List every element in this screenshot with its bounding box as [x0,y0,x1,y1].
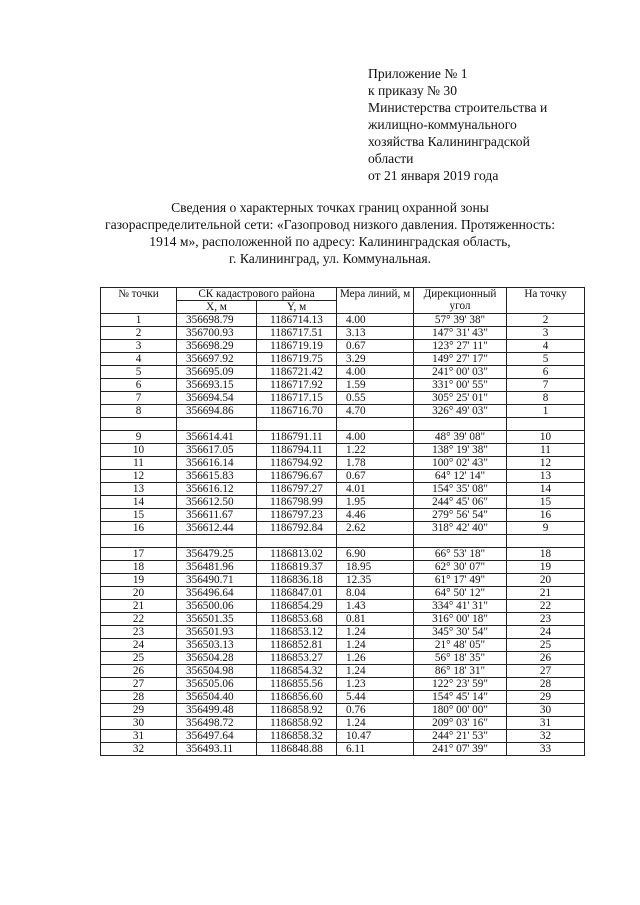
header-cadastral-system: СК кадастрового района [177,288,337,301]
cell-x: 356505.06 [177,678,257,691]
cell-length: 4.70 [337,405,414,418]
empty-cell [414,418,507,431]
cell-length: 4.01 [337,483,414,496]
cell-point: 17 [101,548,177,561]
cell-angle: 244° 45' 06" [414,496,507,509]
cell-angle: 241° 07' 39" [414,743,507,756]
cell-point: 15 [101,509,177,522]
cell-x: 356693.15 [177,379,257,392]
cell-length: 1.24 [337,717,414,730]
cell-point: 32 [101,743,177,756]
table-row [101,379,585,392]
cell-to-point: 11 [507,444,585,457]
cell-y: 1186796.67 [257,470,337,483]
cell-angle: 279° 56' 54" [414,509,507,522]
cell-x: 356617.05 [177,444,257,457]
cell-angle: 100° 02' 43" [414,457,507,470]
cell-x: 356614.41 [177,431,257,444]
cell-point: 11 [101,457,177,470]
cell-angle: 48° 39' 08" [414,431,507,444]
table-row [101,600,585,613]
cell-to-point: 6 [507,366,585,379]
cell-angle: 57° 39' 38" [414,314,507,327]
cell-x: 356694.54 [177,392,257,405]
cell-x: 356697.92 [177,353,257,366]
cell-to-point: 4 [507,340,585,353]
cell-point: 25 [101,652,177,665]
cell-angle: 123° 27' 11" [414,340,507,353]
cell-x: 356616.12 [177,483,257,496]
cell-point: 16 [101,522,177,535]
group-separator-row [101,418,585,431]
cell-point: 26 [101,665,177,678]
cell-y: 1186848.88 [257,743,337,756]
cell-point: 31 [101,730,177,743]
cell-y: 1186792.84 [257,522,337,535]
table-row [101,431,585,444]
cell-angle: 318° 42' 40" [414,522,507,535]
cell-angle: 241° 00' 03" [414,366,507,379]
cell-angle: 180° 00' 00" [414,704,507,717]
cell-y: 1186717.51 [257,327,337,340]
table-row [101,340,585,353]
cell-length: 4.00 [337,314,414,327]
title-line: г. Калининград, ул. Коммунальная. [229,251,431,266]
table-row [101,392,585,405]
cell-length: 1.24 [337,639,414,652]
cell-length: 5.44 [337,691,414,704]
cell-y: 1186791.11 [257,431,337,444]
cell-to-point: 23 [507,613,585,626]
cell-point: 28 [101,691,177,704]
cell-length: 10.47 [337,730,414,743]
cell-y: 1186847.01 [257,587,337,600]
cell-length: 4.46 [337,509,414,522]
cell-x: 356503.13 [177,639,257,652]
cell-x: 356504.40 [177,691,257,704]
table-row [101,613,585,626]
cell-y: 1186819.37 [257,561,337,574]
cell-angle: 64° 50' 12" [414,587,507,600]
table-row [101,457,585,470]
cell-point: 29 [101,704,177,717]
table-row [101,652,585,665]
empty-cell [101,535,177,548]
cell-length: 1.43 [337,600,414,613]
table-row [101,678,585,691]
cell-point: 21 [101,600,177,613]
cell-y: 1186717.15 [257,392,337,405]
cell-y: 1186813.02 [257,548,337,561]
cell-y: 1186856.60 [257,691,337,704]
cell-y: 1186853.12 [257,626,337,639]
cell-to-point: 33 [507,743,585,756]
cell-y: 1186717.92 [257,379,337,392]
cell-x: 356496.64 [177,587,257,600]
cell-to-point: 16 [507,509,585,522]
empty-cell [257,418,337,431]
cell-x: 356504.28 [177,652,257,665]
cell-angle: 154° 35' 08" [414,483,507,496]
cell-to-point: 22 [507,600,585,613]
header-line: к приказу № 30 [368,83,458,98]
cell-to-point: 25 [507,639,585,652]
cell-angle: 326° 49' 03" [414,405,507,418]
table-row [101,470,585,483]
header-line: Министерства строительства и [368,100,548,115]
cell-length: 0.67 [337,340,414,353]
cell-length: 12.35 [337,574,414,587]
cell-point: 24 [101,639,177,652]
cell-angle: 21° 48' 05" [414,639,507,652]
cell-y: 1186853.68 [257,613,337,626]
cell-y: 1186858.32 [257,730,337,743]
cell-x: 356501.93 [177,626,257,639]
table-row [101,561,585,574]
table-row [101,717,585,730]
cell-to-point: 14 [507,483,585,496]
cell-length: 0.76 [337,704,414,717]
table-row [101,444,585,457]
cell-to-point: 29 [507,691,585,704]
cell-x: 356497.64 [177,730,257,743]
cell-y: 1186794.11 [257,444,337,457]
cell-y: 1186852.81 [257,639,337,652]
cell-length: 4.00 [337,366,414,379]
cell-y: 1186721.42 [257,366,337,379]
cell-length: 1.26 [337,652,414,665]
appendix-header [368,65,608,184]
header-point-number: № точки [101,288,177,314]
cell-y: 1186853.27 [257,652,337,665]
title-line: газораспределительной сети: «Газопровод низкого давления. Протяженность: [105,217,555,232]
cell-angle: 316° 00' 18" [414,613,507,626]
cell-x: 356498.72 [177,717,257,730]
table-row [101,522,585,535]
cell-angle: 345° 30' 54" [414,626,507,639]
empty-cell [507,418,585,431]
empty-cell [177,535,257,548]
cell-length: 3.29 [337,353,414,366]
table-row [101,548,585,561]
cell-x: 356490.71 [177,574,257,587]
cell-point: 13 [101,483,177,496]
cell-point: 7 [101,392,177,405]
empty-cell [337,418,414,431]
table-row [101,639,585,652]
header-x: X, м [177,301,257,314]
cell-angle: 334° 41' 31" [414,600,507,613]
cell-angle: 86° 18' 31" [414,665,507,678]
cell-length: 0.81 [337,613,414,626]
table-row [101,730,585,743]
header-y: Y, м [257,301,337,314]
document-title [60,199,600,267]
cell-angle: 331° 00' 55" [414,379,507,392]
cell-y: 1186854.29 [257,600,337,613]
cell-point: 6 [101,379,177,392]
cell-x: 356616.14 [177,457,257,470]
cell-length: 1.23 [337,678,414,691]
cell-angle: 64° 12' 14" [414,470,507,483]
cell-y: 1186719.19 [257,340,337,353]
empty-cell [177,418,257,431]
header-line: области [368,151,414,166]
cell-angle: 122° 23' 59" [414,678,507,691]
cell-to-point: 20 [507,574,585,587]
cell-point: 22 [101,613,177,626]
table-row [101,665,585,678]
group-separator-row [101,535,585,548]
cell-length: 6.90 [337,548,414,561]
cell-to-point: 28 [507,678,585,691]
header-to-point: На точку [507,288,585,314]
cell-y: 1186858.92 [257,704,337,717]
cell-to-point: 3 [507,327,585,340]
cell-to-point: 7 [507,379,585,392]
cell-length: 1.59 [337,379,414,392]
cell-y: 1186797.27 [257,483,337,496]
cell-x: 356698.79 [177,314,257,327]
table-row [101,353,585,366]
cell-to-point: 30 [507,704,585,717]
empty-cell [507,535,585,548]
table-row [101,704,585,717]
cell-point: 5 [101,366,177,379]
table-row [101,691,585,704]
cell-x: 356612.50 [177,496,257,509]
cell-point: 1 [101,314,177,327]
cell-point: 3 [101,340,177,353]
coordinates-table [100,287,585,756]
header-line: Приложение № 1 [368,66,468,81]
cell-y: 1186714.13 [257,314,337,327]
cell-point: 23 [101,626,177,639]
table-row [101,327,585,340]
table-row [101,405,585,418]
cell-x: 356500.06 [177,600,257,613]
empty-cell [101,418,177,431]
header-line: хозяйства Калининградской [368,134,530,149]
cell-x: 356700.93 [177,327,257,340]
table-row [101,587,585,600]
cell-to-point: 9 [507,522,585,535]
cell-length: 3.13 [337,327,414,340]
cell-point: 8 [101,405,177,418]
header-direction-angle: Дирекционный угол [414,288,507,314]
cell-to-point: 8 [507,392,585,405]
cell-y: 1186858.92 [257,717,337,730]
cell-x: 356612.44 [177,522,257,535]
cell-angle: 154° 45' 14" [414,691,507,704]
cell-to-point: 13 [507,470,585,483]
cell-y: 1186854.32 [257,665,337,678]
cell-length: 0.67 [337,470,414,483]
cell-to-point: 21 [507,587,585,600]
cell-point: 19 [101,574,177,587]
cell-to-point: 32 [507,730,585,743]
cell-length: 2.62 [337,522,414,535]
cell-length: 8.04 [337,587,414,600]
cell-x: 356501.35 [177,613,257,626]
cell-point: 10 [101,444,177,457]
cell-to-point: 5 [507,353,585,366]
cell-angle: 147° 31' 43" [414,327,507,340]
cell-length: 1.24 [337,626,414,639]
table-row [101,314,585,327]
cell-point: 14 [101,496,177,509]
header-line: жилищно-коммунального [368,117,517,132]
title-line: 1914 м», расположенной по адресу: Калининградская область, [149,234,511,249]
header-line-length: Мера линий, м [337,288,414,314]
cell-length: 1.24 [337,665,414,678]
empty-cell [337,535,414,548]
empty-cell [257,535,337,548]
cell-to-point: 1 [507,405,585,418]
cell-y: 1186798.99 [257,496,337,509]
cell-x: 356481.96 [177,561,257,574]
table-row [101,366,585,379]
cell-point: 9 [101,431,177,444]
cell-to-point: 27 [507,665,585,678]
table-row [101,496,585,509]
cell-to-point: 15 [507,496,585,509]
cell-angle: 138° 19' 38" [414,444,507,457]
cell-angle: 209° 03' 16" [414,717,507,730]
cell-y: 1186794.92 [257,457,337,470]
cell-to-point: 2 [507,314,585,327]
cell-y: 1186797.23 [257,509,337,522]
cell-y: 1186719.75 [257,353,337,366]
cell-to-point: 26 [507,652,585,665]
cell-point: 30 [101,717,177,730]
cell-length: 1.22 [337,444,414,457]
cell-x: 356479.25 [177,548,257,561]
cell-x: 356504.98 [177,665,257,678]
title-line: Сведения о характерных точках границ охранной зоны [171,200,489,215]
cell-x: 356493.11 [177,743,257,756]
cell-to-point: 10 [507,431,585,444]
cell-y: 1186855.56 [257,678,337,691]
cell-point: 12 [101,470,177,483]
cell-point: 27 [101,678,177,691]
cell-angle: 61° 17' 49" [414,574,507,587]
cell-length: 4.00 [337,431,414,444]
cell-point: 18 [101,561,177,574]
table-row [101,743,585,756]
cell-point: 2 [101,327,177,340]
table-row [101,626,585,639]
cell-length: 0.55 [337,392,414,405]
cell-point: 20 [101,587,177,600]
cell-x: 356499.48 [177,704,257,717]
header-line: от 21 января 2019 года [368,168,499,183]
cell-angle: 62° 30' 07" [414,561,507,574]
cell-length: 6.11 [337,743,414,756]
cell-x: 356615.83 [177,470,257,483]
cell-y: 1186716.70 [257,405,337,418]
cell-to-point: 24 [507,626,585,639]
cell-angle: 149° 27' 17" [414,353,507,366]
cell-x: 356694.86 [177,405,257,418]
cell-to-point: 31 [507,717,585,730]
table-row [101,509,585,522]
cell-x: 356698.29 [177,340,257,353]
cell-length: 1.95 [337,496,414,509]
table-body [101,314,585,756]
table-row [101,483,585,496]
cell-y: 1186836.18 [257,574,337,587]
cell-angle: 66° 53' 18" [414,548,507,561]
cell-x: 356695.09 [177,366,257,379]
empty-cell [414,535,507,548]
cell-x: 356611.67 [177,509,257,522]
cell-to-point: 12 [507,457,585,470]
cell-length: 18.95 [337,561,414,574]
cell-angle: 56° 18' 35" [414,652,507,665]
cell-point: 4 [101,353,177,366]
cell-to-point: 18 [507,548,585,561]
cell-angle: 305° 25' 01" [414,392,507,405]
cell-angle: 244° 21' 53" [414,730,507,743]
cell-to-point: 19 [507,561,585,574]
table-row [101,574,585,587]
cell-length: 1.78 [337,457,414,470]
